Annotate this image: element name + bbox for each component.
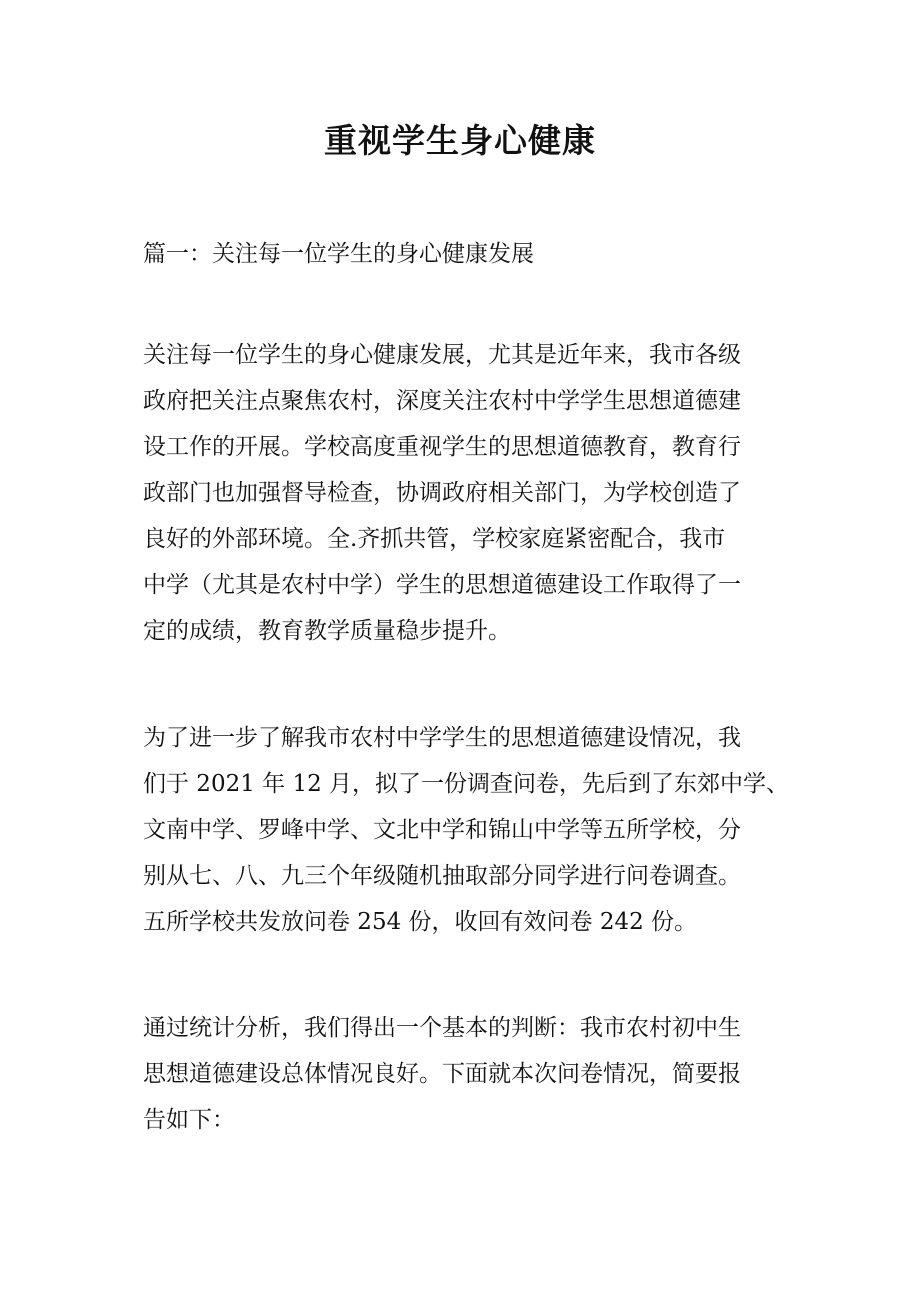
paragraph-line: 政部门也加强督导检查，协调政府相关部门，为学校创造了 <box>143 480 741 506</box>
paragraph-line: 设工作的开展。学校高度重视学生的思想道德教育，教育行 <box>143 434 741 460</box>
paragraph-2 <box>143 715 790 945</box>
paragraph-line: 政府把关注点聚焦农村，深度关注农村中学学生思想道德建 <box>143 388 741 414</box>
paragraph-line: 通过统计分析，我们得出一个基本的判断：我市农村初中生 <box>143 1015 741 1041</box>
paragraph-line: 思想道德建设总体情况良好。下面就本次问卷情况，简要报 <box>143 1061 741 1087</box>
paragraph-3 <box>143 1005 783 1143</box>
paragraph-line: 告如下： <box>143 1107 235 1133</box>
paragraph-line: 定的成绩，教育教学质量稳步提升。 <box>143 618 511 644</box>
paragraph-line: 文南中学、罗峰中学、文北中学和锦山中学等五所学校，分 <box>143 817 741 843</box>
paragraph-1 <box>143 332 783 654</box>
paragraph-line: 关注每一位学生的身心健康发展，尤其是近年来，我市各级 <box>143 342 741 368</box>
document-title: 重视学生身心健康 <box>324 121 596 160</box>
paragraph-line: 们于 2021 年 12 月，拟了一份调查问卷，先后到了东郊中学、 <box>143 771 790 797</box>
paragraph-line: 别从七、八、九三个年级随机抽取部分同学进行问卷调查。 <box>143 863 741 889</box>
section-heading: 篇一：关注每一位学生的身心健康发展 <box>143 241 534 267</box>
paragraph-line: 中学（尤其是农村中学）学生的思想道德建设工作取得了一 <box>143 572 741 598</box>
paragraph-line: 五所学校共发放问卷 254 份，收回有效问卷 242 份。 <box>143 909 698 935</box>
paragraph-line: 为了进一步了解我市农村中学学生的思想道德建设情况，我 <box>143 725 741 751</box>
paragraph-line: 良好的外部环境。全.齐抓共管，学校家庭紧密配合，我市 <box>143 526 726 552</box>
